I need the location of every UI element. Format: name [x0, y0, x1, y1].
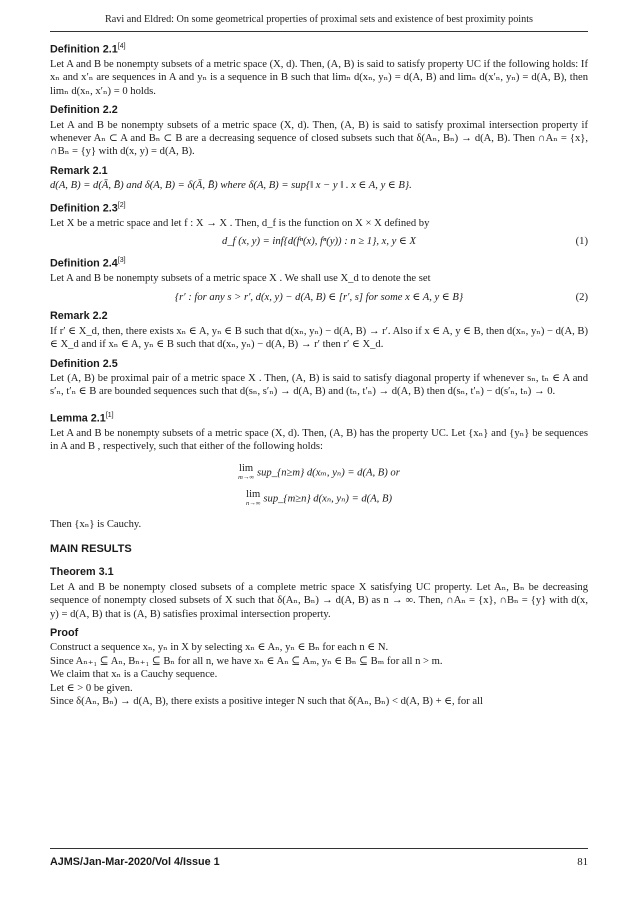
remark-2-2 — [50, 310, 588, 351]
lemma-2-1 — [50, 409, 588, 531]
citation-ref: [3] — [117, 257, 126, 265]
heading-remark-2-2: Remark 2.2 — [50, 310, 108, 323]
definition-2-4-text: Let A and B be nonempty subsets of a metric space X . We shall use X_d to denote the set — [50, 273, 431, 285]
heading-definition-2-5: Definition 2.5 — [50, 357, 118, 370]
lemma-2-1-text: Let A and B be nonempty subsets of a metric space (X, d). Then, (A, B) has the property UC. Let {xₙ} and {yₙ} be sequences in A and B , respectively, such that either of the following holds: — [50, 427, 588, 453]
lim-subscript: n→∞ — [246, 499, 261, 507]
definition-2-2 — [50, 104, 588, 159]
proof-line: Since Aₙ₊₁ ⊆ Aₙ, Bₙ₊₁ ⊆ Bₙ for all n, we have xₙ ∈ Aₙ ⊆ Aₘ, yₙ ∈ Bₙ ⊆ Bₘ for all n > m. — [50, 655, 443, 667]
heading-remark-2-1: Remark 2.1 — [50, 164, 108, 177]
lim-subscript: m→∞ — [238, 473, 254, 481]
citation-ref: [1] — [105, 411, 114, 419]
equation-1-body: d_f (x, y) = inf{d(fⁿ(x), fⁿ(y)) : n ≥ 1}, x, y ∈ X — [222, 236, 416, 248]
proof — [50, 627, 588, 708]
citation-ref: [2] — [117, 201, 126, 209]
heading-definition-2-4: Definition 2.4 — [50, 258, 118, 271]
lim-word: lim — [246, 488, 261, 500]
heading-definition-2-2: Definition 2.2 — [50, 104, 118, 117]
remark-2-2-text: If r′ ∈ X_d, then, there exists xₙ ∈ A, yₙ ∈ B such that d(xₙ, yₙ) − d(A, B) → r′. Also if x ∈ A, y ∈ B, then d(xₙ, yₙ) − d(A, B) ∈ X_d and if xₙ ∈ A, yₙ ∈ B such that d(xₙ, yₙ) − d(A, B) → r′ then r′ ∈ X_d. — [50, 325, 588, 351]
section-title-main-results: MAIN RESULTS — [50, 542, 132, 555]
remark-2-1-text: d(A, B) = d(Ā, B̄) and δ(A, B) = δ(Ā, B̄) where δ(A, B) = sup{‖ x − y ‖ . x ∈ A, y ∈ B}. — [50, 180, 412, 192]
citation-ref: [4] — [117, 43, 126, 50]
equation-1 — [50, 235, 588, 248]
definition-2-3-text: Let X be a metric space and let f : X → X . Then, d_f is the function on X × X defined by — [50, 217, 430, 229]
heading-theorem-3-1: Theorem 3.1 — [50, 566, 114, 579]
header-rule — [50, 31, 588, 32]
definition-2-5 — [50, 358, 588, 399]
theorem-3-1 — [50, 566, 588, 621]
condition-2-expr: sup_{m≥n} d(xₙ, yₙ) = d(A, B) — [263, 492, 392, 504]
heading-definition-2-1: Definition 2.1 — [50, 43, 118, 56]
lemma-conditions — [50, 460, 588, 512]
remark-2-1 — [50, 165, 588, 193]
page-body — [50, 40, 588, 714]
heading-lemma-2-1: Lemma 2.1 — [50, 412, 106, 425]
proof-line: We claim that xₙ is a Cauchy sequence. — [50, 669, 218, 681]
proof-line: Since δ(Aₙ, Bₙ) → d(A, B), there exists a positive integer N such that δ(Aₙ, Bₙ) < d(A, B) + ∈, for all — [50, 696, 483, 707]
page-number: 81 — [577, 856, 588, 868]
heading-proof: Proof — [50, 626, 79, 639]
lemma-condition-1 — [238, 464, 400, 482]
equation-2 — [50, 291, 588, 304]
running-header: Ravi and Eldred: On some geometrical properties of proximal sets and existence of best proximity points — [104, 14, 534, 25]
equation-number: (2) — [575, 291, 588, 303]
proof-line: Construct a sequence xₙ, yₙ in X by selecting xₙ ∈ Aₙ, yₙ ∈ Bₙ for each n ∈ N. — [50, 642, 389, 654]
definition-2-4 — [50, 254, 588, 304]
lemma-condition-2 — [246, 490, 392, 508]
definition-2-2-text: Let A and B be nonempty subsets of a metric space (X, d). Then, (A, B) is said to satisfy proximal intersection property if whenever Aₙ ⊂ A and Bₙ ⊂ B are a decreasing sequence of closed subsets such that δ(Aₙ, Bₙ) → d(A, B). Then ∩Aₙ = {x}, ∩Bₙ = {y} with d(x, y) = d(A, B). — [50, 119, 588, 158]
heading-definition-2-3: Definition 2.3 — [50, 202, 118, 215]
definition-2-1-text: Let A and B be nonempty subsets of a metric space (X, d). Then, (A, B) is said to satisfy property UC if the following holds: If xₙ and x′ₙ are sequences in A and yₙ is a sequence in B such that limₙ d(xₙ, yₙ) = d(A, B) and limₙ d(x′ₙ, yₙ) = d(A, B), then limₙ d(xₙ, x′ₙ) = 0 holds. — [50, 59, 588, 97]
footer-rule — [50, 848, 588, 849]
lemma-2-1-conclusion: Then {xₙ} is Cauchy. — [50, 518, 142, 530]
equation-number: (1) — [575, 236, 588, 248]
definition-2-1 — [50, 40, 588, 98]
condition-1-expr: sup_{n≥m} d(xₘ, yₙ) = d(A, B) or — [256, 466, 400, 478]
theorem-3-1-text: Let A and B be nonempty closed subsets of a complete metric space X satisfying UC property. Let Aₙ, Bₙ be decreasing sequence of nonempty closed subsets of X such that δ(Aₙ, Bₙ) → d(A, B) as n → ∞. Then, ∩Aₙ = {x}, ∩Bₙ = {y} with d(x, y) = d(A, B) that is (A, B) satisfies proximal intersection property. — [50, 581, 588, 620]
equation-2-body: {r′ : for any s > r′, d(x, y) − d(A, B) ∈ [r′, s] for some x ∈ A, y ∈ B} — [174, 291, 464, 303]
definition-2-5-text: Let (A, B) be proximal pair of a metric space X . Then, (A, B) is said to satisfy diagonal property if whenever sₙ, tₙ ∈ A and s′ₙ, t′ₙ ∈ B are bounded sequences such that d(sₙ, s′ₙ) → d(A, B) and (tₙ, t′ₙ) → d(A, B) then d(sₙ, t′ₙ) − d(s′ₙ, tₙ) → 0. — [50, 372, 588, 398]
definition-2-3 — [50, 199, 588, 249]
journal-footer: AJMS/Jan-Mar-2020/Vol 4/Issue 1 — [50, 856, 220, 868]
proof-line: Let ∈ > 0 be given. — [50, 682, 133, 694]
lim-word: lim — [239, 462, 254, 474]
